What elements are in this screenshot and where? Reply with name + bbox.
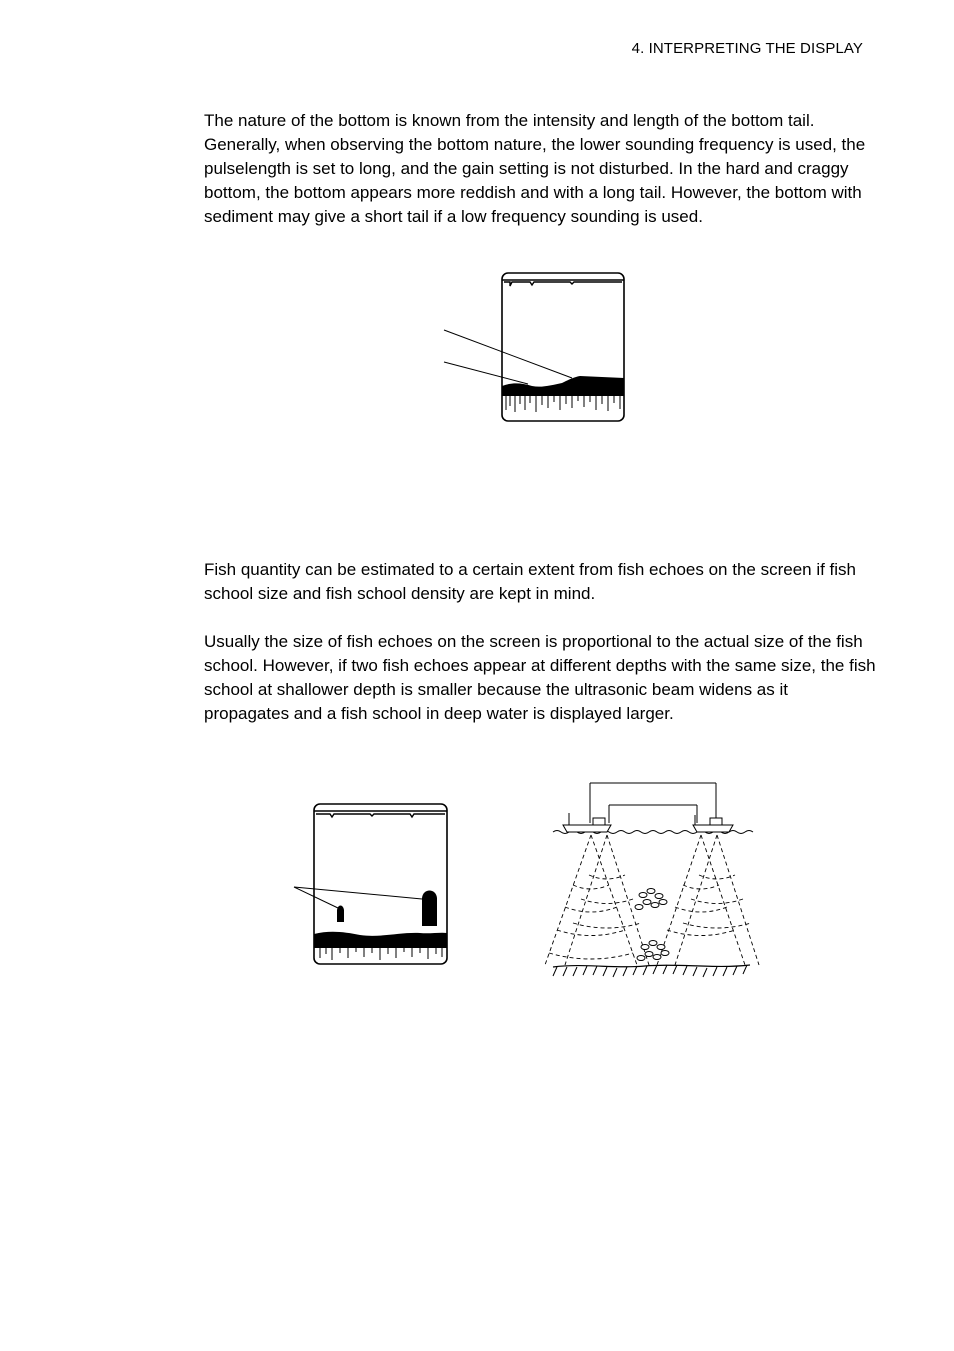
surface-noise xyxy=(504,282,622,286)
leader-line-lower xyxy=(444,362,528,384)
bottom-tail xyxy=(320,948,442,960)
leader-line-upper xyxy=(444,330,572,378)
beam-cone-left-1 xyxy=(545,835,637,965)
surface-noise xyxy=(316,814,445,817)
beam-cone-right-2 xyxy=(675,835,759,965)
seabed xyxy=(553,965,750,967)
bottom-tail xyxy=(506,396,620,412)
fish-school-shallow xyxy=(635,889,667,910)
paragraph-fish-size: Usually the size of fish echoes on the screen is proportional to the actual size of the fish school. However, if two fish echoes appear at different depths with the same size, the fish school at shallower depth is smaller because the ultrasonic beam widens as it propagates and a fish school in deep water is displayed larger. xyxy=(204,632,876,723)
beam-cone-left-2 xyxy=(565,835,649,965)
bottom-echo-figure xyxy=(440,270,630,425)
deep-fish-echo xyxy=(422,891,437,927)
ship-icon-right xyxy=(693,815,733,832)
bottom-echo-band xyxy=(502,376,624,396)
bottom-echo-band xyxy=(314,932,447,948)
fish-echo-screen-figure xyxy=(290,800,452,970)
beam-cone-right-1 xyxy=(657,835,745,965)
ship-icon-left xyxy=(563,813,611,832)
shallow-fish-echo xyxy=(337,906,344,923)
beam-widening-figure xyxy=(545,775,760,985)
paragraph-bottom-nature: The nature of the bottom is known from the intensity and length of the bottom tail. Generally, when observing the bottom nature, the lower sounding frequency is used, the pulselength is set to long, and the gain setting is not disturbed. In the hard and craggy bottom, the bottom appears more reddish and with a long tail. However, the bottom with sediment may give a short tail if a low frequency sounding is used. xyxy=(204,111,866,226)
section-header: 4. INTERPRETING THE DISPLAY xyxy=(631,40,863,57)
paragraph-fish-quantity: Fish quantity can be estimated to a certain extent from fish echoes on the screen if fish school size and fish school density are kept in mind. xyxy=(204,560,857,603)
